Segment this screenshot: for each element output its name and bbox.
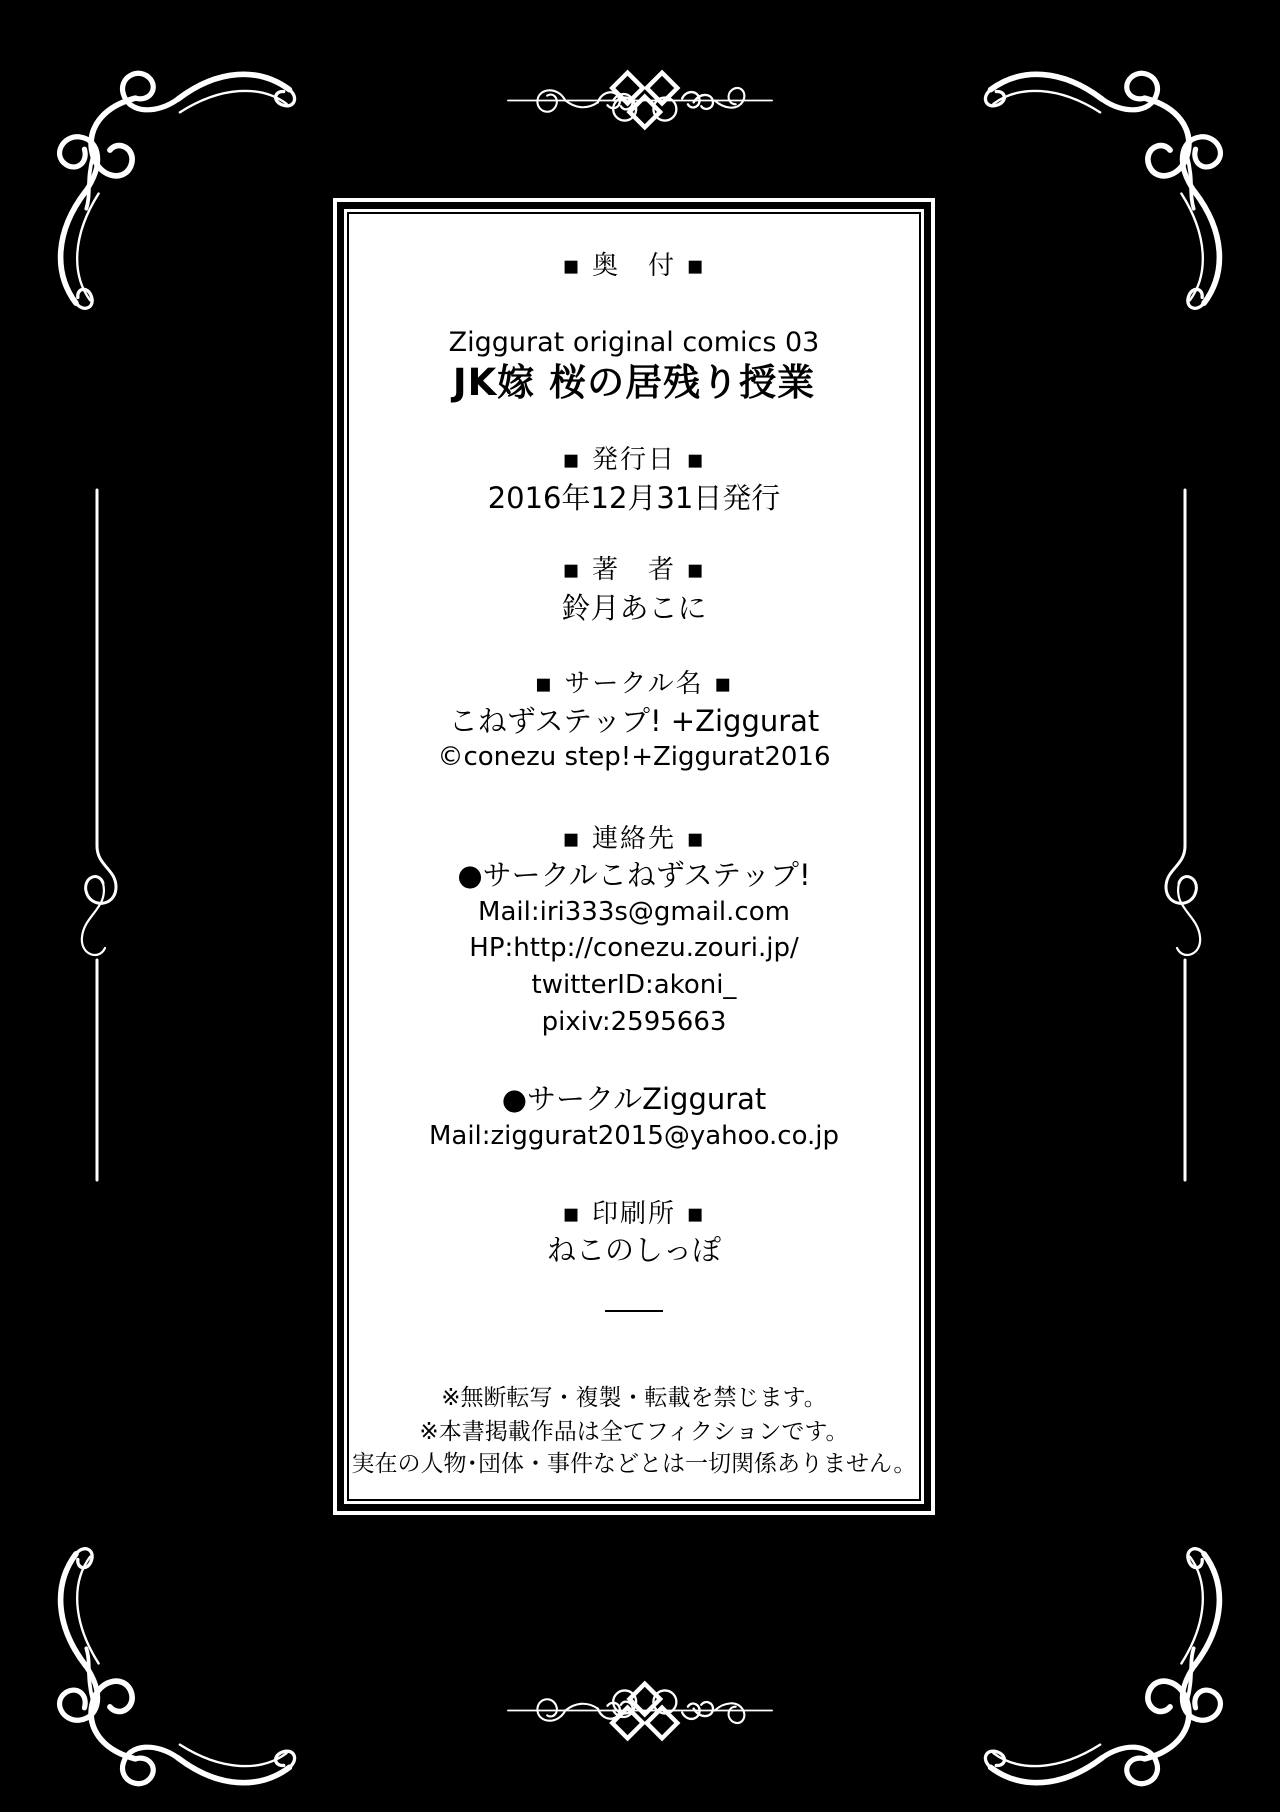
colophon-box-border <box>337 202 931 1511</box>
notes-divider <box>605 1310 663 1312</box>
contact-circle1-name: ●サークルこねずステップ! <box>457 857 811 892</box>
author-heading: ▪ 著 者 ▪ <box>562 554 706 585</box>
copyright-line: ©conezu step!+Ziggurat2016 <box>437 742 831 773</box>
colophon-content <box>347 212 921 1501</box>
contact-circle2-mail: Mail:ziggurat2015@yahoo.co.jp <box>428 1121 840 1152</box>
circle-name: こねずステップ! +Ziggurat <box>448 703 820 738</box>
side-rule-left <box>75 490 119 1180</box>
publish-date-heading: ▪ 発行日 ▪ <box>562 445 706 476</box>
colophon-box <box>333 198 935 1515</box>
note-reproduction: ※無断転写・複製・転載を禁じます。 <box>441 1385 827 1412</box>
contact-heading: ▪ 連絡先 ▪ <box>562 824 706 855</box>
contact-circle1-mail: Mail:iri333s@gmail.com <box>478 897 790 928</box>
divider-ornament-top <box>505 66 775 133</box>
printer-name: ねこのしっぽ <box>546 1233 721 1267</box>
note-fiction: ※本書掲載作品は全てフィクションです。 <box>419 1418 849 1445</box>
corner-flourish-top-right <box>979 50 1244 305</box>
author-name: 鈴月あこに <box>561 590 707 625</box>
publish-date: 2016年12月31日発行 <box>487 481 781 516</box>
contact-circle1-pixiv: pixiv:2595663 <box>541 1006 727 1037</box>
series-label: Ziggurat original comics 03 <box>448 326 820 358</box>
colophon-heading: ▪ 奥 付 ▪ <box>562 251 706 281</box>
circle-heading: ▪ サークル名 ▪ <box>534 668 734 699</box>
divider-ornament-bottom <box>505 1678 775 1745</box>
corner-flourish-bottom-left <box>36 1552 301 1807</box>
note-disclaimer: 実在の人物･団体・事件などとは一切関係ありません。 <box>351 1451 917 1478</box>
corner-flourish-bottom-right <box>979 1552 1244 1807</box>
contact-circle1-homepage: HP:http://conezu.zouri.jp/ <box>469 933 799 964</box>
side-rule-right <box>1163 490 1207 1180</box>
corner-flourish-top-left <box>36 50 301 305</box>
contact-circle1-twitter: twitterID:akoni_ <box>531 970 737 1001</box>
printer-heading: ▪ 印刷所 ▪ <box>562 1199 706 1230</box>
book-title: JK嫁 桜の居残り授業 <box>452 360 816 404</box>
contact-circle2-name: ●サークルZiggurat <box>501 1081 767 1116</box>
